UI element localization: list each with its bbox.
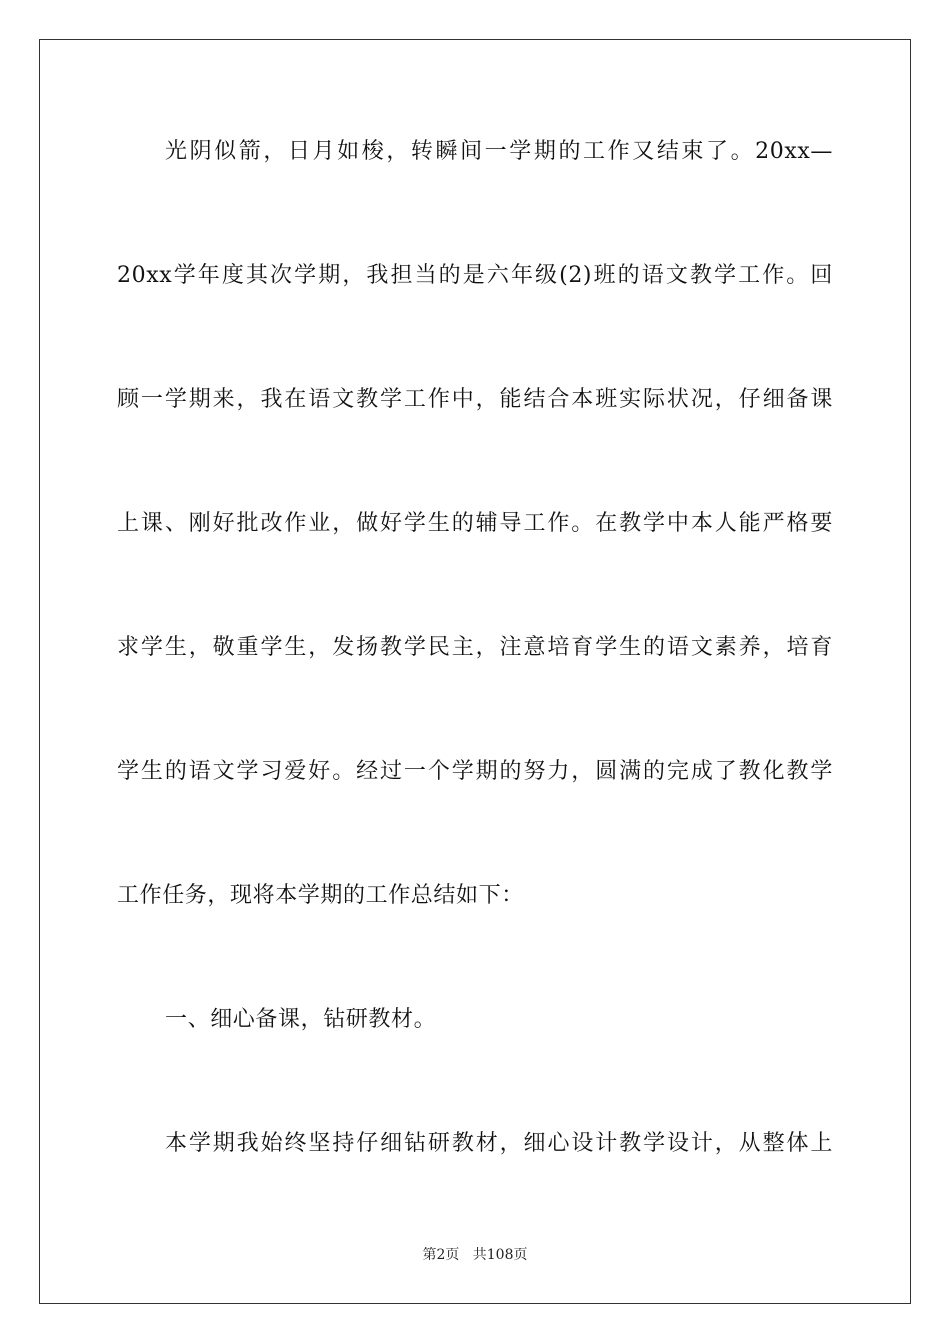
- paragraph-line: 光阴似箭，日月如梭，转瞬间一学期的工作又结束了。20xx—: [165, 139, 833, 164]
- page-frame: [39, 39, 911, 1304]
- paragraph-line: 学生的语文学习爱好。经过一个学期的努力，圆满的完成了教化教学: [117, 759, 833, 784]
- page-number: 第2页: [422, 1247, 460, 1263]
- paragraph-line: 求学生，敬重学生，发扬教学民主，注意培育学生的语文素养，培育: [117, 635, 833, 660]
- paragraph-line: 20xx学年度其次学期，我担当的是六年级(2)班的语文教学工作。回: [117, 263, 833, 288]
- page-footer: [0, 1245, 950, 1265]
- paragraph-line: 上课、刚好批改作业，做好学生的辅导工作。在教学中本人能严格要: [117, 511, 833, 536]
- paragraph-line: 本学期我始终坚持仔细钻研教材，细心设计教学设计，从整体上: [165, 1131, 833, 1156]
- page-total: 共108页: [472, 1247, 528, 1263]
- paragraph-line: 工作任务，现将本学期的工作总结如下：: [117, 883, 524, 908]
- section-heading: 一、细心备课，钻研教材。: [165, 1007, 437, 1032]
- paragraph-line: 顾一学期来，我在语文教学工作中，能结合本班实际状况，仔细备课: [117, 387, 833, 412]
